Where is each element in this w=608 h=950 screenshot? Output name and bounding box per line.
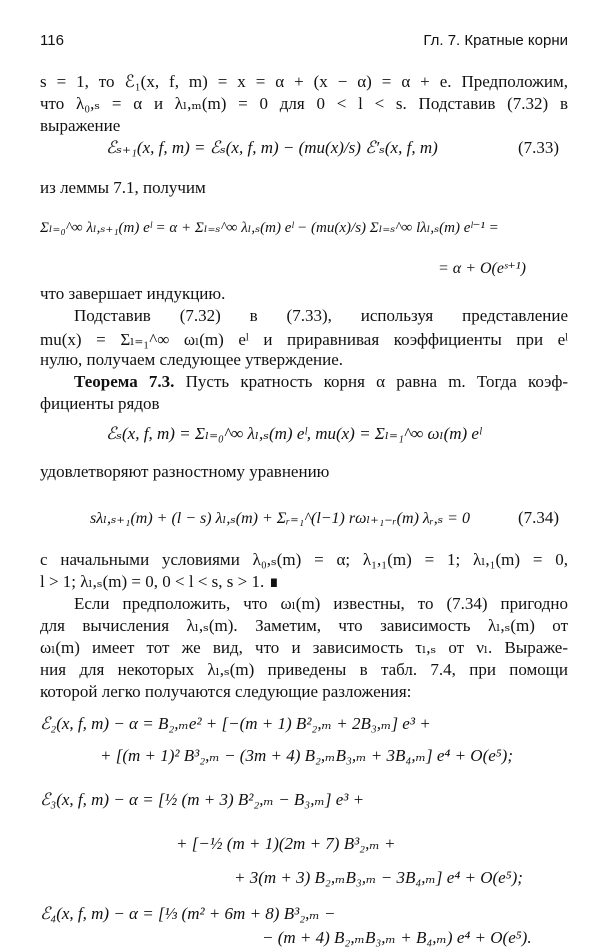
equation-7-34: sλₗ,ₛ₊₁(m) + (l − s) λₗ,ₛ(m) + Σᵣ₌₁^(l−1) rωₗ₊₁₋ᵣ(m) λᵣ,ₛ = 0 — [90, 510, 470, 527]
text-line: которой легко получаются следующие разложения: — [40, 682, 412, 701]
text-line: фициенты рядов — [40, 394, 160, 413]
expansion-e2-line2: + [(m + 1)² B³₂,ₘ − (3m + 4) B₂,ₘB₃,ₘ + 3B₄,ₘ] e⁴ + O(e⁵); — [100, 746, 514, 765]
text-line: Подставив (7.32) в (7.33), используя представление — [74, 306, 568, 325]
page-number: 116 — [40, 32, 64, 49]
expansion-e3-line2: + [−½ (m + 1)(2m + 7) B³₂,ₘ + — [176, 834, 396, 853]
text-line: нулю, получаем следующее утверждение. — [40, 350, 344, 369]
text-line: ния для некоторых λₗ,ₛ(m) приведены в табл. 7.4, при помощи — [40, 660, 568, 679]
theorem-text: Пусть кратность корня α равна m. Тогда коэф- — [185, 372, 569, 391]
text-line: ωₗ(m) имеет тот же вид, что и зависимость τₗ,ₛ от νₗ. Выраже- — [40, 638, 568, 657]
equation-number: (7.33) — [518, 138, 560, 157]
text-line: удовлетворяют разностному уравнению — [40, 462, 330, 481]
expansion-e4-line1: ℰ₄(x, f, m) − α = [⅓ (m² + 6m + 8) B³₂,ₘ − — [40, 904, 336, 923]
theorem-line — [74, 372, 568, 392]
theorem-label: Теорема 7.3. — [74, 372, 175, 391]
text-line: что λ₀,ₛ = α и λₗ,ₘ(m) = 0 для 0 < l < s. Подставив (7.32) в — [40, 94, 568, 113]
text-line: l > 1; λₗ,ₛ(m) = 0, 0 < l < s, s > 1. ∎ — [40, 572, 280, 591]
text-line: s = 1, то ℰ₁(x, f, m) = x = α + (x − α) = α + e. Предположим, — [40, 72, 568, 91]
text-line: из леммы 7.1, получим — [40, 178, 206, 197]
equation-sum-line2: = α + O(eˢ⁺¹) — [438, 260, 526, 277]
equation-series: ℰₛ(x, f, m) = Σₗ₌₀^∞ λₗ,ₛ(m) eˡ, mu(x) = Σₗ₌₁^∞ ωₗ(m) eˡ — [106, 424, 482, 443]
equation-sum-line1: Σₗ₌₀^∞ λₗ,ₛ₊₁(m) eˡ = α + Σₗ₌ₛ^∞ λₗ,ₛ(m) eˡ − (mu(x)/s) Σₗ₌ₛ^∞ lλₗ,ₛ(m) eˡ⁻¹ = — [40, 220, 499, 236]
text-line: выражение — [40, 116, 121, 135]
text-line: для вычисления λₗ,ₛ(m). Заметим, что зависимость λₗ,ₛ(m) от — [40, 616, 568, 635]
running-head: Гл. 7. Кратные корни — [423, 32, 568, 49]
text-line: mu(x) = Σₗ₌₁^∞ ωₗ(m) eˡ и приравнивая коэффициенты при eˡ — [40, 330, 568, 349]
expansion-e3-line3: + 3(m + 3) B₂,ₘB₃,ₘ − 3B₄,ₘ] e⁴ + O(e⁵); — [234, 868, 523, 887]
expansion-e4-line2: − (m + 4) B₂,ₘB₃,ₘ + B₄,ₘ) e⁴ + O(e⁵). — [262, 928, 532, 947]
equation-number: (7.34) — [518, 508, 560, 527]
expansion-e2-line1: ℰ₂(x, f, m) − α = B₂,ₘe² + [−(m + 1) B²₂,ₘ + 2B₃,ₘ] e³ + — [40, 714, 431, 733]
text-line: с начальными условиями λ₀,ₛ(m) = α; λ₁,₁(m) = 1; λₗ,₁(m) = 0, — [40, 550, 568, 569]
equation-7-33: ℰₛ₊₁(x, f, m) = ℰₛ(x, f, m) − (mu(x)/s) ℰ′ₛ(x, f, m) — [106, 138, 438, 157]
text-line: Если предположить, что ωₗ(m) известны, то (7.34) пригодно — [74, 594, 568, 613]
expansion-e3-line1: ℰ₃(x, f, m) − α = [½ (m + 3) B²₂,ₘ − B₃,ₘ] e³ + — [40, 790, 365, 809]
text-line: что завершает индукцию. — [40, 284, 226, 303]
